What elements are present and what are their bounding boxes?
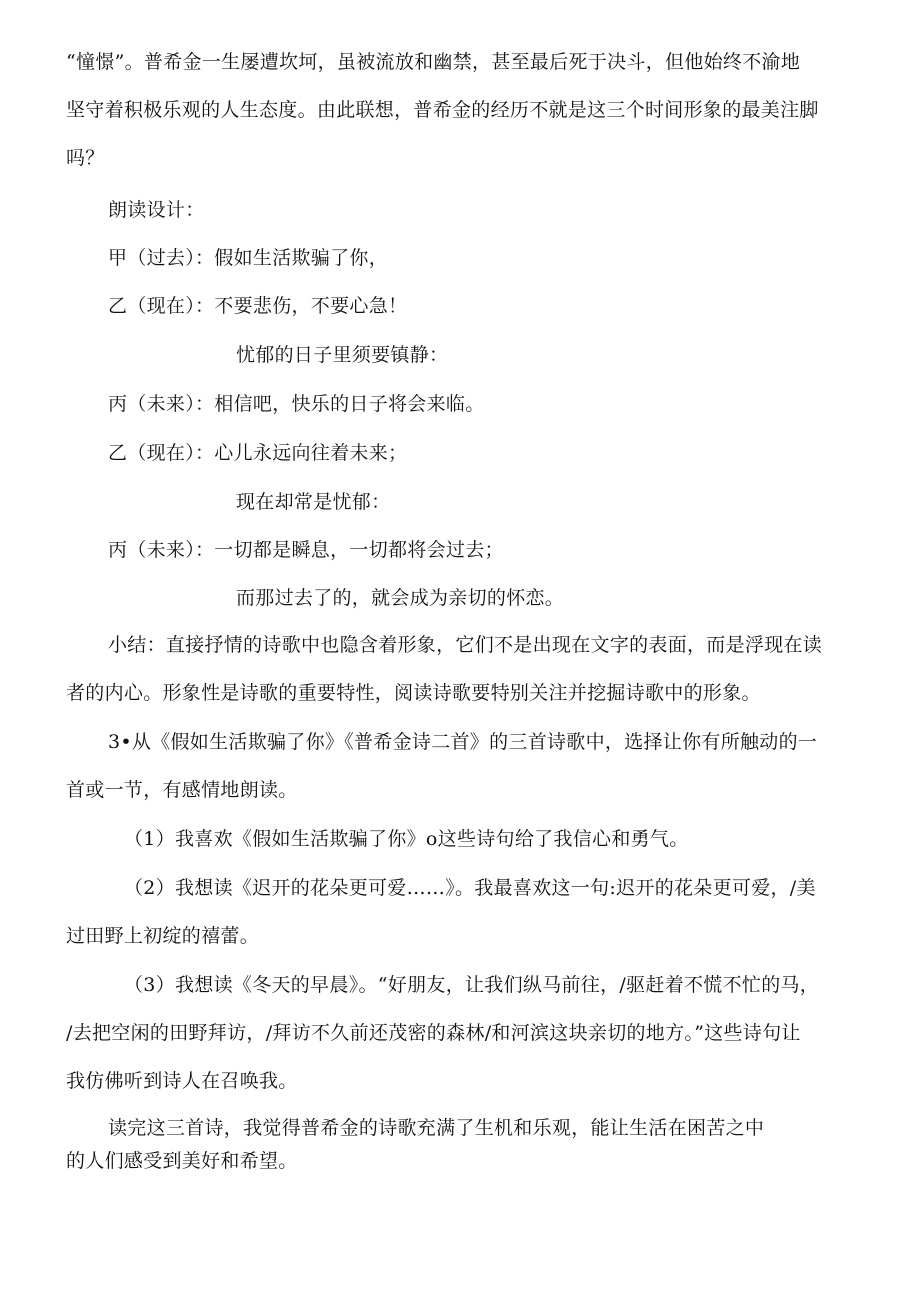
summary-line-1: 小结：直接抒情的诗歌中也隐含着形象，它们不是出现在文字的表面，而是浮现在读 bbox=[108, 634, 823, 656]
summary-line-2: 者的内心。形象性是诗歌的重要特性，阅读诗歌要特别关注并挖掘诗歌中的形象。 bbox=[66, 682, 761, 704]
reading-line: 而那过去了的，就会成为亲切的怀恋。 bbox=[236, 587, 565, 609]
answer-2-line-2: 过田野上初绽的禧蕾。 bbox=[66, 925, 260, 947]
reading-line: 忧郁的日子里须要镇静： bbox=[236, 344, 449, 366]
intro-line-1: “憧憬”。普希金一生屡遭坎坷，虽被流放和幽禁，甚至最后死于决斗，但他始终不渝地 bbox=[66, 51, 801, 73]
answer-3-line-2: /去把空闲的田野拜访，/拜访不久前还茂密的森林/和河滨这块亲切的地方。”这些诗句让 bbox=[66, 1022, 801, 1044]
reading-line: 丙（未来）：相信吧，快乐的日子将会来临。 bbox=[108, 393, 485, 415]
conclusion-line-1: 读完这三首诗，我觉得普希金的诗歌充满了生机和乐观，能让生活在困苦之中 bbox=[108, 1117, 765, 1139]
answer-2-line-1: （2）我想读《迟开的花朵更可爱……》。我最喜欢这一句:迟开的花朵更可爱，/美 bbox=[124, 877, 816, 899]
reading-line: 乙（现在）：不要悲伤，不要心急！ bbox=[108, 295, 408, 317]
answer-1: （1）我喜欢《假如生活欺骗了你》o这些诗句给了我信心和勇气。 bbox=[124, 828, 689, 850]
reading-line: 现在却常是忧郁： bbox=[236, 491, 391, 513]
reading-line: 甲（过去）：假如生活欺骗了你， bbox=[108, 247, 389, 269]
task3-line-1: 3•从《假如生活欺骗了你》《普希金诗二首》的三首诗歌中，选择让你有所触动的一 bbox=[108, 731, 818, 753]
task3-line-2: 首或一节，有感情地朗读。 bbox=[66, 779, 298, 801]
answer-3-line-1: （3）我想读《冬天的早晨》。“好朋友，让我们纵马前往，/驱赶着不慌不忙的马， bbox=[124, 974, 820, 996]
reading-design-heading: 朗读设计： bbox=[108, 199, 205, 221]
reading-line: 丙（未来）：一切都是瞬息，一切都将会过去； bbox=[108, 539, 504, 561]
reading-line: 乙（现在）：心儿永远向往着未来； bbox=[108, 442, 408, 464]
intro-line-2: 坚守着积极乐观的人生态度。由此联想，普希金的经历不就是这三个时间形象的最美注脚 bbox=[66, 99, 819, 121]
intro-line-3: 吗？ bbox=[66, 147, 105, 169]
answer-3-line-3: 我仿佛听到诗人在召唤我。 bbox=[66, 1070, 298, 1092]
conclusion-line-2: 的人们感受到美好和希望。 bbox=[66, 1150, 298, 1172]
